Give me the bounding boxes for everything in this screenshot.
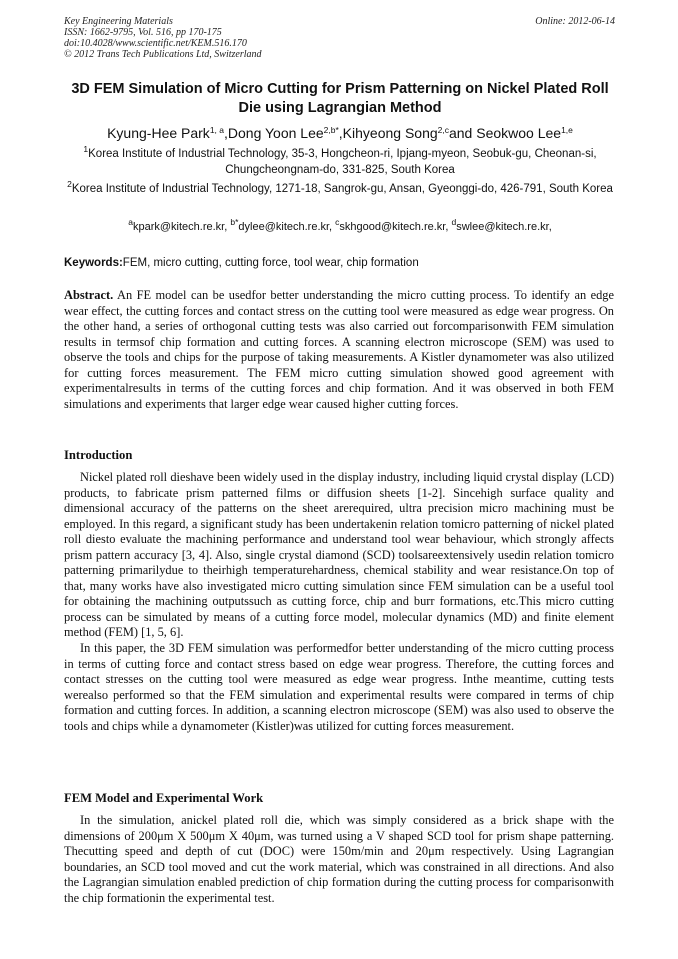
affiliation-text: Korea Institute of Industrial Technology, 1271-18, Sangrok-gu, Ansan, Gyeonggi-do, 426-791, South Korea <box>71 183 613 195</box>
fem-paragraph-1: In the simulation, anickel plated roll die, which was simply considered as a brick shape with the dimensions of 200μm X 500μm X 40μm, was turned using a V shaped SCD tool for prism shape patterning. Thecutting speed and depth of cut (DOC) were 150m/min and 20μm respectively. Using Lagrangian boundaries, an SCD tool moved and cut the work material, which was constrained in all directions. And also the Lagrangian simulation enabled prediction of chip formation during the cutting process for comparisonwith the chip formationin the experimental test. <box>64 813 614 905</box>
fem-body <box>64 813 614 906</box>
journal-issn: ISSN: 1662-9795, Vol. 516, pp 170-175 <box>64 27 222 38</box>
journal-name: Key Engineering Materials <box>64 16 173 27</box>
email-address: skhgood@kitech.re.kr, <box>339 221 452 233</box>
affiliation-1 <box>62 144 618 178</box>
paper-title: 3D FEM Simulation of Micro Cutting for Prism Patterning on Nickel Plated Roll Die using Lagrangian Method <box>71 81 609 116</box>
affiliation-2 <box>62 179 618 198</box>
author-superscript: 1, a <box>209 125 224 135</box>
abstract-label: Abstract. <box>64 288 114 302</box>
affiliation-superscript: 1 <box>83 144 89 154</box>
author-name: ,Dong Yoon Lee <box>224 125 324 141</box>
email-superscript: a <box>128 217 133 227</box>
fem-heading: FEM Model and Experimental Work <box>64 791 264 805</box>
author-superscript: 1,e <box>561 125 573 135</box>
journal-doi: doi:10.4028/www.scientific.net/KEM.516.170 <box>64 38 247 49</box>
journal-copyright: © 2012 Trans Tech Publications Ltd, Switzerland <box>64 49 262 60</box>
keywords-label: Keywords: <box>64 257 123 269</box>
abstract-text: An FE model can be usedfor better understanding the micro cutting process. To identify an edge wear effect, the cutting forces and contact stress on the cutting tool were measured as edge wear progress. On the other hand, a series of orthogonal cutting tests was also carried out forcomparisonwith FEM simulation results in termsof chip formation and cutting forces. A scanning electron microscope (SEM) was used to observe the tools and chips for the purpose of taking measurements. A Kistler dynamometer was also utilized for cutting forces measurement. The FEM micro cutting simulation showed good agreement with experimentalresults in terms of the cutting forces and chip formation. And it was observed in both FEM simulations and experiments that larger edge wear caused higher cutting forces. <box>64 288 614 411</box>
author-superscript: 2,c <box>437 125 449 135</box>
email-list <box>62 217 618 234</box>
affiliation-superscript: 2 <box>67 179 72 189</box>
author-list <box>50 124 630 142</box>
keywords <box>64 256 616 270</box>
email-superscript: d <box>451 217 457 227</box>
introduction-paragraph-2: In this paper, the 3D FEM simulation was performedfor better understanding of the micro cutting process in terms of cutting force and contact stress based on edge wear progress. Therefore, the cutting forces and contact stresses on the cutting tool were measured as edge wear progress. Inthe meantime, cutting tests werealso performed so that the FEM simulation and experimental results were compared in terms of chip formation and cutting forces. In addition, a scanning electron microscope (SEM) was also used to observe the tools and chips while a dynamometer (Kistler)was utilized for cutting forces measurement. <box>64 641 614 733</box>
email-superscript: c <box>335 217 340 227</box>
email-address: dylee@kitech.re.kr, <box>238 221 336 233</box>
keywords-text: FEM, micro cutting, cutting force, tool wear, chip formation <box>122 257 419 269</box>
author-superscript: 2,b* <box>323 125 339 135</box>
email-address: swlee@kitech.re.kr, <box>456 221 552 233</box>
email-superscript: b* <box>230 217 239 227</box>
introduction-paragraph-1: Nickel plated roll dieshave been widely used in the display industry, including liquid crystal display (LCD) products, to fabricate prism patterned films or diffusion sheets [1-2]. Sincehigh surface quality and dimensional accuracy of the patterns on the sheet arerequired, ultra precision micro machining must be employed. In this regard, a significant study has been undertakenin relation tomicro patterning of nickel plated roll diesto evaluate the machining performance and understand tool wear behaviour, which strongly affects prism pattern accuracy [3, 4]. Also, single crystal diamond (SCD) toolsareextensively usedin relation tomicro patterning primarilydue to theirhigh temperaturehardness, chemical stability and wear resistance.On top of that, many works have also investigated micro cutting simulation since FEM simulation can be a useful tool for obtaining the machining outputssuch as cutting force, chip and burr formations, etc.This micro cutting process can be simulated by means of a cutting force model, molecular dynamics (MD) and finite element method (FEM) [1, 5, 6]. <box>64 470 614 640</box>
author-name: Kyung-Hee Park <box>107 125 210 141</box>
affiliation-text: Korea Institute of Industrial Technology, 35-3, Hongcheon-ri, Ipjang-myeon, Seobuk-gu, Cheonan-si, Chungcheongnam-do, 331-825, South Korea <box>88 148 597 176</box>
author-name: ,Kihyeong Song <box>338 125 438 141</box>
abstract <box>64 288 614 412</box>
author-name: and Seokwoo Lee <box>448 125 562 141</box>
introduction-body <box>64 470 614 734</box>
email-address: kpark@kitech.re.kr, <box>132 221 231 233</box>
online-date: Online: 2012-06-14 <box>535 16 615 27</box>
journal-header <box>64 16 364 60</box>
introduction-heading: Introduction <box>64 448 133 462</box>
